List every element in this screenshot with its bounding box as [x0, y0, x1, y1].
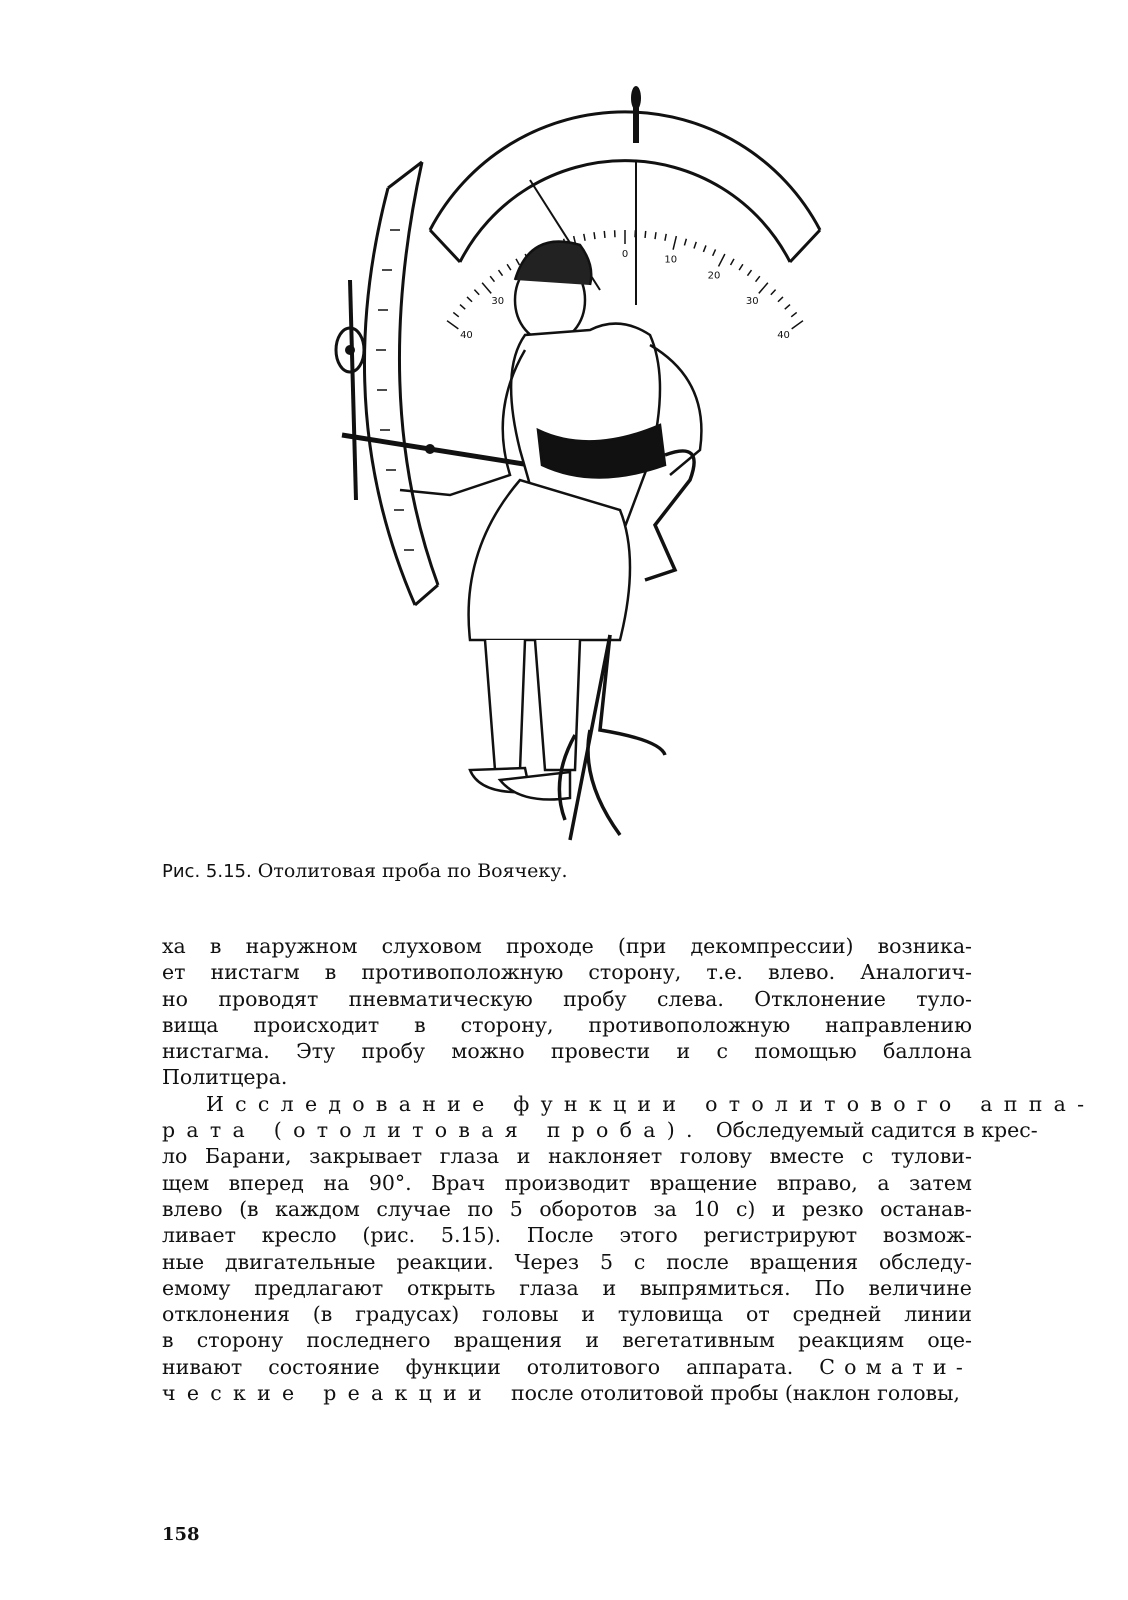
word: 5	[599, 1249, 613, 1274]
word: пневматическую	[348, 986, 533, 1011]
word: в	[209, 934, 222, 958]
word: глаза	[519, 1275, 579, 1300]
scale-tick	[665, 234, 666, 241]
scale-tick	[482, 283, 491, 294]
word: с	[861, 1144, 874, 1169]
scale-label: 40	[460, 329, 473, 341]
paragraph-1	[162, 933, 972, 1091]
word: последнего	[306, 1328, 431, 1353]
word: декомпрессии)	[690, 934, 854, 958]
scale-tick	[594, 232, 595, 239]
word: тулови-	[890, 1144, 972, 1169]
word: с)	[735, 1196, 756, 1221]
word: величине	[868, 1275, 972, 1300]
spaced-heading-a: Исследование функции отолитового аппа-	[206, 1091, 1096, 1116]
para2-mid-line-8	[162, 1327, 972, 1353]
word: и	[676, 1039, 691, 1064]
word: 5	[509, 1196, 523, 1221]
word: оце-	[927, 1328, 972, 1353]
word: (при	[617, 934, 667, 958]
scale-tick	[731, 259, 734, 265]
word: аппарата.	[686, 1354, 794, 1379]
word: направлению	[825, 1012, 972, 1037]
word: Через	[514, 1249, 580, 1274]
word: возмож-	[882, 1223, 972, 1248]
scale-tick	[673, 236, 676, 250]
word: двигательные	[225, 1249, 376, 1274]
word: отолитового	[526, 1354, 661, 1379]
word: вместе	[769, 1144, 845, 1169]
scale-label: 30	[745, 295, 759, 307]
word: т.е.	[706, 960, 743, 985]
para2-mid-line-3	[162, 1196, 972, 1222]
word: с	[716, 1039, 729, 1064]
word: открыть	[407, 1275, 496, 1300]
word: баллона	[883, 1039, 972, 1064]
para2-line-2	[162, 1117, 1038, 1143]
word: происходит	[253, 1012, 380, 1037]
word: нивают	[162, 1354, 243, 1379]
word: и	[516, 1144, 531, 1169]
word: реакциям	[798, 1328, 905, 1353]
otolith-test-drawing	[320, 80, 840, 860]
word: пробу	[563, 986, 627, 1011]
scale-tick	[771, 290, 776, 295]
word: проводят	[218, 986, 319, 1011]
para2-mid-line-9	[162, 1354, 972, 1380]
word: (рис.	[362, 1223, 416, 1248]
word: Барани,	[205, 1144, 292, 1169]
scale-tick	[792, 321, 803, 329]
para2-mid-line-5	[162, 1249, 972, 1275]
word: затем	[909, 1170, 972, 1195]
word: резко	[802, 1196, 864, 1221]
para1-line-4	[162, 1012, 972, 1038]
word: от	[746, 1302, 770, 1327]
word: возника-	[877, 934, 972, 958]
scale-label: 0	[621, 249, 629, 260]
word: Эту	[296, 1039, 336, 1064]
word: головы	[482, 1302, 559, 1327]
word: после	[666, 1249, 729, 1274]
scale-tick	[759, 283, 768, 294]
word: влево	[162, 1196, 223, 1221]
word: (в	[312, 1302, 333, 1327]
word: проходе	[505, 934, 594, 958]
scale-tick	[453, 312, 458, 316]
word: слуховом	[381, 934, 482, 958]
word: за	[653, 1196, 677, 1221]
word: нистагма.	[162, 1039, 270, 1064]
word: ло	[162, 1144, 188, 1169]
scale-tick	[747, 270, 751, 276]
word: оборотов	[539, 1196, 638, 1221]
word: и	[771, 1196, 786, 1221]
word: ха	[162, 934, 186, 958]
word: отклонения	[162, 1302, 290, 1327]
word: Отклонение	[754, 986, 886, 1011]
word: вища	[162, 1012, 219, 1037]
scale-tick	[467, 297, 472, 302]
word: сторону,	[460, 1012, 554, 1037]
page-number: 158	[162, 1524, 200, 1545]
figure-illustration	[320, 80, 840, 860]
word: вращения	[453, 1328, 563, 1353]
word: средней	[792, 1302, 882, 1327]
word: Врач	[431, 1170, 486, 1195]
word: сторону	[196, 1328, 284, 1353]
word: вперед	[228, 1170, 304, 1195]
scale-tick	[460, 305, 465, 310]
word: ет	[162, 960, 186, 985]
scale-tick	[584, 234, 585, 241]
word: По	[814, 1275, 845, 1300]
para2-mid-line-1	[162, 1143, 972, 1169]
para1-line-1	[162, 933, 972, 959]
para2-line-last	[162, 1380, 972, 1406]
para2-mid-line-6	[162, 1275, 972, 1301]
word: 10	[693, 1196, 720, 1221]
word: можно	[451, 1039, 525, 1064]
word: в	[162, 1328, 174, 1353]
word: вращения	[749, 1249, 859, 1274]
word: слева.	[656, 986, 724, 1011]
scale-tick	[785, 305, 790, 310]
word: Политцера.	[162, 1065, 288, 1090]
word: с	[633, 1249, 646, 1274]
word: функции	[405, 1354, 501, 1379]
scale-label: 30	[491, 295, 505, 307]
scale-tick	[739, 264, 743, 270]
scale-tick	[447, 321, 458, 329]
scale-tick	[516, 259, 519, 265]
body-deviation-scale	[364, 162, 438, 605]
word: вращение	[649, 1170, 758, 1195]
scale-tick	[756, 276, 760, 282]
word: щем	[162, 1170, 210, 1195]
word: нистагм	[210, 960, 300, 985]
word: градусах)	[355, 1302, 460, 1327]
word: и	[585, 1328, 600, 1353]
scale-tick	[655, 232, 656, 239]
word: закрывает	[309, 1144, 423, 1169]
para2-mid-line-4	[162, 1222, 972, 1248]
word: 5.15).	[440, 1223, 502, 1248]
scale-tick	[694, 242, 696, 249]
scale-tick	[604, 231, 605, 238]
spaced-somatic: Сомати-	[819, 1354, 972, 1379]
para2-line-1	[162, 1091, 1096, 1117]
para2-mid-line-2	[162, 1170, 972, 1196]
word: линии	[904, 1302, 972, 1327]
word: регистрируют	[703, 1223, 858, 1248]
word: туло-	[916, 986, 972, 1011]
scale-tick	[490, 276, 494, 282]
word: в	[324, 960, 337, 985]
word: каждом	[275, 1196, 360, 1221]
scale-tick	[474, 290, 479, 295]
scale-tick	[713, 249, 716, 255]
word: ливает	[162, 1223, 236, 1248]
word: но	[162, 986, 189, 1011]
word: состояние	[268, 1354, 380, 1379]
para1-line-2	[162, 959, 972, 985]
word: пробу	[361, 1039, 426, 1064]
word: голову	[679, 1144, 752, 1169]
scale-label: 20	[707, 270, 721, 282]
word: помощью	[754, 1039, 857, 1064]
word: туловища	[617, 1302, 724, 1327]
para2-mid-line-7	[162, 1301, 972, 1327]
scale-tick	[498, 270, 502, 276]
word: останав-	[880, 1196, 972, 1221]
scale-tick	[507, 264, 511, 270]
para1-line-6	[162, 1064, 972, 1090]
word: по	[467, 1196, 494, 1221]
caption-label: Рис. 5.15.	[162, 861, 252, 882]
word: на	[323, 1170, 350, 1195]
word: предлагают	[254, 1275, 384, 1300]
scale-label: 40	[777, 329, 790, 341]
word: в	[414, 1012, 426, 1037]
spaced-heading-b: рата (отолитовая проба).	[162, 1118, 704, 1143]
para2-line-2-rest: Обследуемый садится в крес-	[715, 1118, 1038, 1143]
word: производит	[504, 1170, 631, 1195]
word: противоположную	[588, 1012, 791, 1037]
word: наклоняет	[548, 1144, 663, 1169]
word: противоположную	[361, 960, 564, 985]
word: обследу-	[878, 1249, 972, 1274]
scale-handle	[631, 86, 641, 143]
word: влево.	[768, 960, 836, 985]
para1-line-5	[162, 1038, 972, 1064]
word: этого	[619, 1223, 678, 1248]
word: вегетативным	[622, 1328, 775, 1353]
scale-tick	[645, 231, 646, 238]
word: а	[877, 1170, 890, 1195]
word: После	[526, 1223, 594, 1248]
word: вправо,	[776, 1170, 858, 1195]
word: выпрямиться.	[640, 1275, 791, 1300]
word: наружном	[245, 934, 358, 958]
word: 90°.	[368, 1170, 412, 1195]
scale-tick	[719, 254, 725, 266]
word: ные	[162, 1249, 205, 1274]
word: глаза	[439, 1144, 500, 1169]
scale-tick	[791, 312, 796, 316]
word: кресло	[261, 1223, 337, 1248]
word: емому	[162, 1275, 231, 1300]
word: и	[581, 1302, 595, 1327]
word: провести	[550, 1039, 651, 1064]
word: Аналогич-	[860, 960, 972, 985]
para1-line-3	[162, 986, 972, 1012]
body-text	[162, 933, 1096, 1406]
caption-text: Отолитовая проба по Воячеку.	[257, 860, 568, 882]
scale-tick	[703, 245, 706, 252]
word: (в	[239, 1196, 259, 1221]
word: сторону,	[588, 960, 682, 985]
paragraph-2	[162, 1143, 972, 1380]
para2-last-rest: после отолитовой пробы (наклон головы,	[510, 1381, 960, 1406]
figure-caption	[162, 858, 568, 885]
word: реакции.	[396, 1249, 494, 1274]
word: и	[602, 1275, 617, 1300]
scale-tick	[684, 239, 686, 246]
scale-tick	[778, 297, 783, 302]
word: случае	[376, 1196, 451, 1221]
scale-label: 10	[664, 254, 678, 266]
patient-figure	[400, 242, 701, 800]
spaced-somatic-reactions: ческие реакции	[162, 1381, 493, 1406]
